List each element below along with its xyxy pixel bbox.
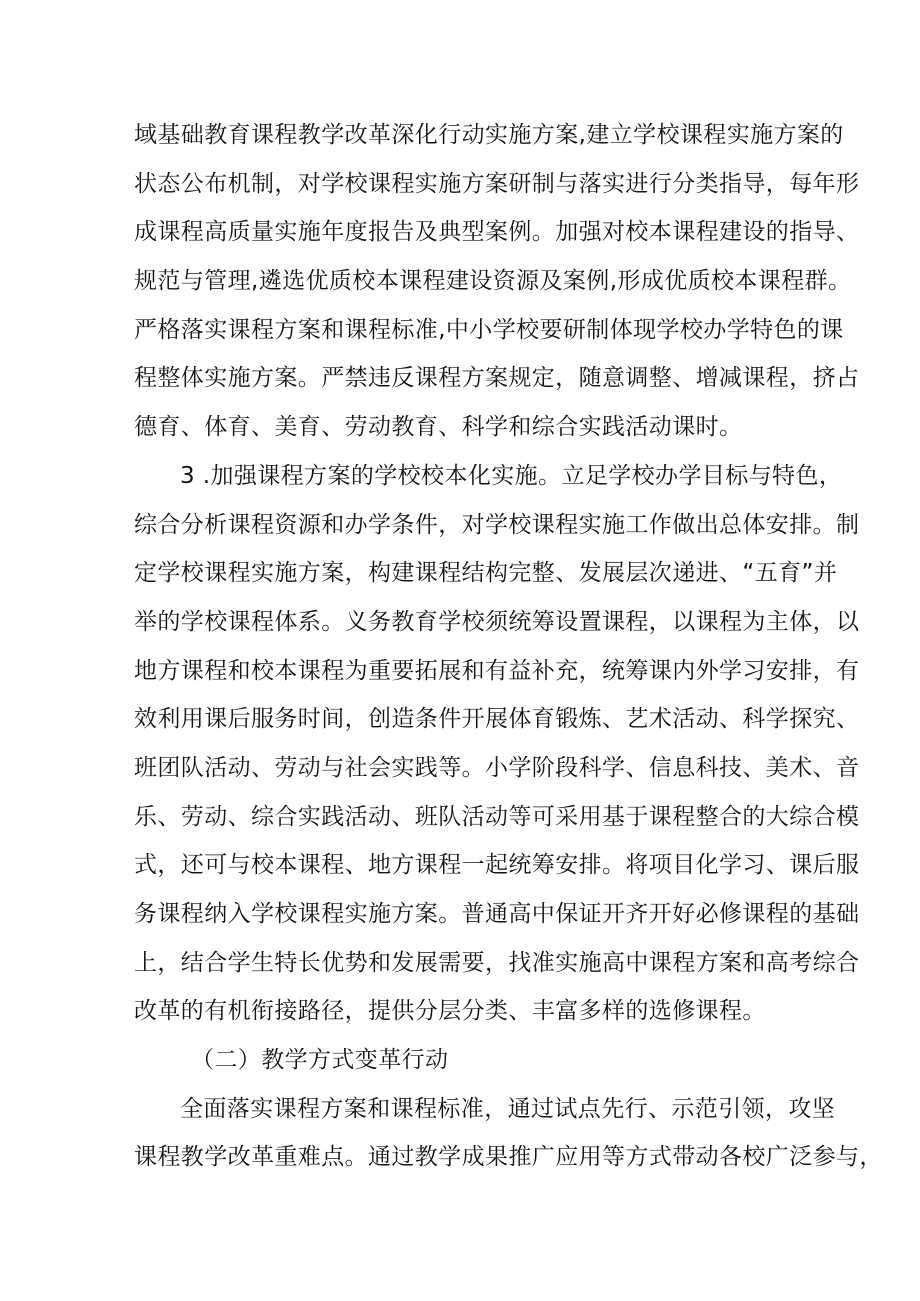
text-line: 乐、劳动、综合实践活动、班队活动等可采用基于课程整合的大综合模 — [134, 803, 860, 830]
text-line: 地方课程和校本课程为重要拓展和有益补充，统筹课内外学习安排，有 — [134, 657, 860, 684]
text-line: 定学校课程实施方案，构建课程结构完整、发展层次递进、“五育”并 — [134, 560, 838, 587]
text-line: 综合分析课程资源和办学条件，对学校课程实施工作做出总体安排。制 — [134, 511, 860, 538]
text-line: 课程教学改革重难点。通过教学成果推广应用等方式带动各校广泛参与， — [134, 1144, 883, 1171]
text-line: 上，结合学生特长优势和发展需要，找准实施高中课程方案和高考综合 — [134, 949, 860, 976]
text-line: 严格落实课程方案和课程标准,中小学校要研制体现学校办学特色的课 — [134, 316, 844, 343]
text-line: 成课程高质量实施年度报告及典型案例。加强对校本课程建设的指导、 — [134, 219, 860, 246]
text-line: 效利用课后服务时间，创造条件开展体育锻炼、艺术活动、科学探究、 — [134, 706, 860, 733]
text-line: 德育、体育、美育、劳动教育、科学和综合实践活动课时。 — [134, 414, 743, 441]
text-line: 班团队活动、劳动与社会实践等。小学阶段科学、信息科技、美术、音 — [134, 754, 860, 781]
paragraph-first-line: 全面落实课程方案和课程标准，通过试点先行、示范引领，攻坚 — [180, 1095, 836, 1122]
text-line: 状态公布机制，对学校课程实施方案研制与落实进行分类指导，每年形 — [134, 170, 860, 197]
section-heading: （二）教学方式变革行动 — [191, 1047, 449, 1074]
text-line: 式，还可与校本课程、地方课程一起统筹安排。将项目化学习、课后服 — [134, 852, 860, 879]
text-line: 务课程纳入学校课程实施方案。普通高中保证开齐开好必修课程的基础 — [134, 901, 860, 927]
body-text — [134, 111, 883, 1182]
text-line: 程整体实施方案。严禁违反课程方案规定，随意调整、增减课程，挤占 — [134, 365, 860, 392]
paragraph-first-line: 3 .加强课程方案的学校校本化实施。立足学校办学目标与特色， — [180, 462, 843, 489]
text-line: 改革的有机衔接路径，提供分层分类、丰富多样的选修课程。 — [134, 998, 766, 1025]
text-line: 举的学校课程体系。义务教育学校须统筹设置课程，以课程为主体，以 — [134, 608, 860, 635]
text-line: 规范与管理,遴选优质校本课程建设资源及案例,形成优质校本课程群。 — [134, 268, 852, 295]
text-line: 域基础教育课程教学改革深化行动实施方案,建立学校课程实施方案的 — [134, 122, 844, 148]
